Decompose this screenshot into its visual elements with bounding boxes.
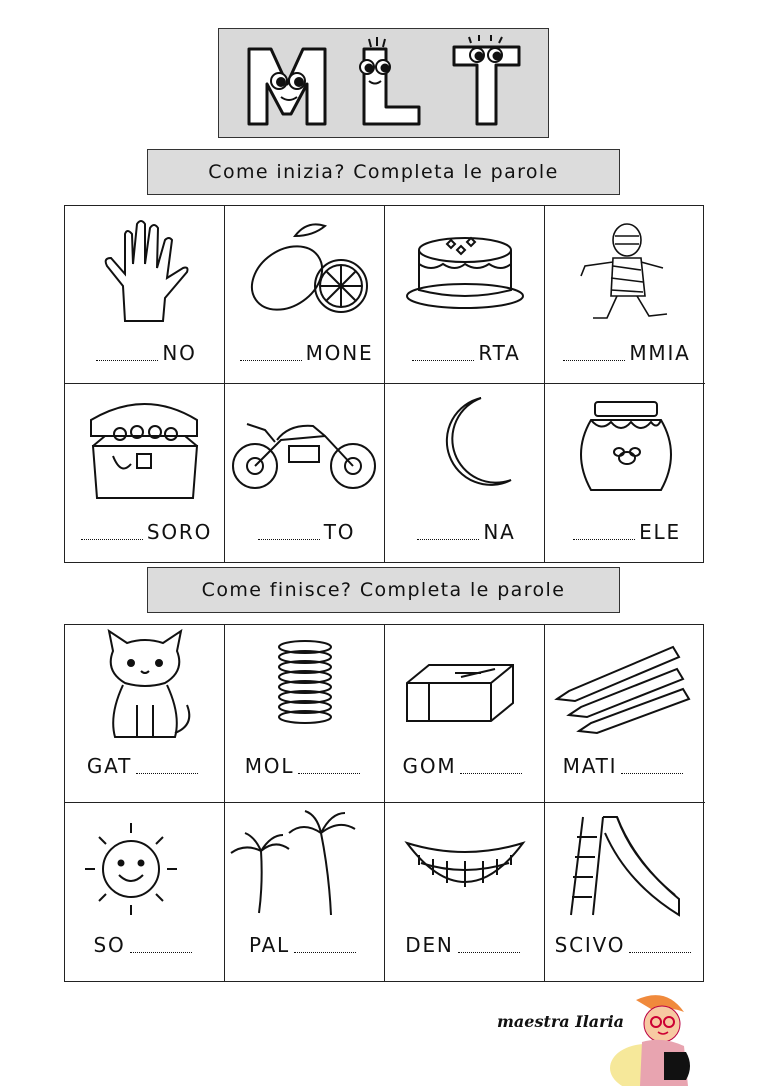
pencils-icon: [545, 625, 705, 755]
answer-blank[interactable]: [412, 360, 474, 361]
palm-trees-icon: [225, 803, 385, 933]
word-fragment: MATI: [562, 754, 618, 778]
cake-icon: [385, 206, 545, 336]
section1-grid: [64, 205, 704, 563]
title-letters: [219, 29, 550, 139]
sun-icon: [65, 803, 225, 933]
title-letter-m: M: [287, 135, 288, 136]
word-fragment: GAT: [86, 754, 133, 778]
word-card: [385, 384, 545, 562]
word-card: [385, 803, 545, 981]
word-card: [545, 206, 705, 384]
section2-banner: Come finisce? Completa le parole: [147, 567, 620, 613]
honey-jar-icon: [545, 384, 705, 514]
word-fragment: MMIA: [629, 341, 691, 365]
word-fragment: SORO: [146, 520, 213, 544]
word-card: [225, 625, 385, 803]
author-signature: maestra Ilaria: [497, 1012, 625, 1031]
word-card: [65, 206, 225, 384]
word-fragment: SO: [93, 933, 126, 957]
word-fragment: GOM: [402, 754, 457, 778]
treasure-chest-icon: [65, 384, 225, 514]
word-card: [545, 803, 705, 981]
word-card: [65, 625, 225, 803]
word-fragment: PAL: [248, 933, 290, 957]
eraser-icon: [385, 625, 545, 755]
answer-blank[interactable]: [258, 539, 320, 540]
answer-blank[interactable]: [563, 360, 625, 361]
answer-blank[interactable]: [130, 952, 192, 953]
word-fragment: ELE: [639, 520, 681, 544]
word-fragment: MONE: [305, 341, 374, 365]
answer-blank[interactable]: [460, 773, 522, 774]
answer-blank[interactable]: [573, 539, 635, 540]
word-fragment: TO: [323, 520, 356, 544]
word-fragment: SCIVO: [554, 933, 626, 957]
motorbike-icon: [225, 384, 385, 514]
lemon-icon: [225, 206, 385, 336]
teeth-icon: [385, 803, 545, 933]
teacher-mascot-icon: [606, 990, 706, 1086]
answer-blank[interactable]: [298, 773, 360, 774]
answer-blank[interactable]: [96, 360, 158, 361]
word-card: [545, 625, 705, 803]
section1-banner: Come inizia? Completa le parole: [147, 149, 620, 195]
moon-icon: [385, 384, 545, 514]
spring-icon: [225, 625, 385, 755]
answer-blank[interactable]: [240, 360, 302, 361]
word-card: [545, 384, 705, 562]
answer-blank[interactable]: [294, 952, 356, 953]
cat-icon: [65, 625, 225, 755]
word-fragment: DEN: [405, 933, 454, 957]
answer-blank[interactable]: [629, 952, 691, 953]
word-fragment: RTA: [478, 341, 521, 365]
word-fragment: NO: [162, 341, 197, 365]
word-card: [225, 384, 385, 562]
hand-icon: [65, 206, 225, 336]
word-fragment: NA: [483, 520, 516, 544]
answer-blank[interactable]: [136, 773, 198, 774]
section2-grid: [64, 624, 704, 982]
word-card: [385, 206, 545, 384]
title-box: [218, 28, 549, 138]
word-card: [225, 803, 385, 981]
word-card: [385, 625, 545, 803]
mummy-icon: [545, 206, 705, 336]
word-card: [225, 206, 385, 384]
answer-blank[interactable]: [458, 952, 520, 953]
answer-blank[interactable]: [417, 539, 479, 540]
answer-blank[interactable]: [81, 539, 143, 540]
answer-blank[interactable]: [621, 773, 683, 774]
word-fragment: MOL: [244, 754, 295, 778]
word-card: [65, 384, 225, 562]
word-card: [65, 803, 225, 981]
slide-icon: [545, 803, 705, 933]
